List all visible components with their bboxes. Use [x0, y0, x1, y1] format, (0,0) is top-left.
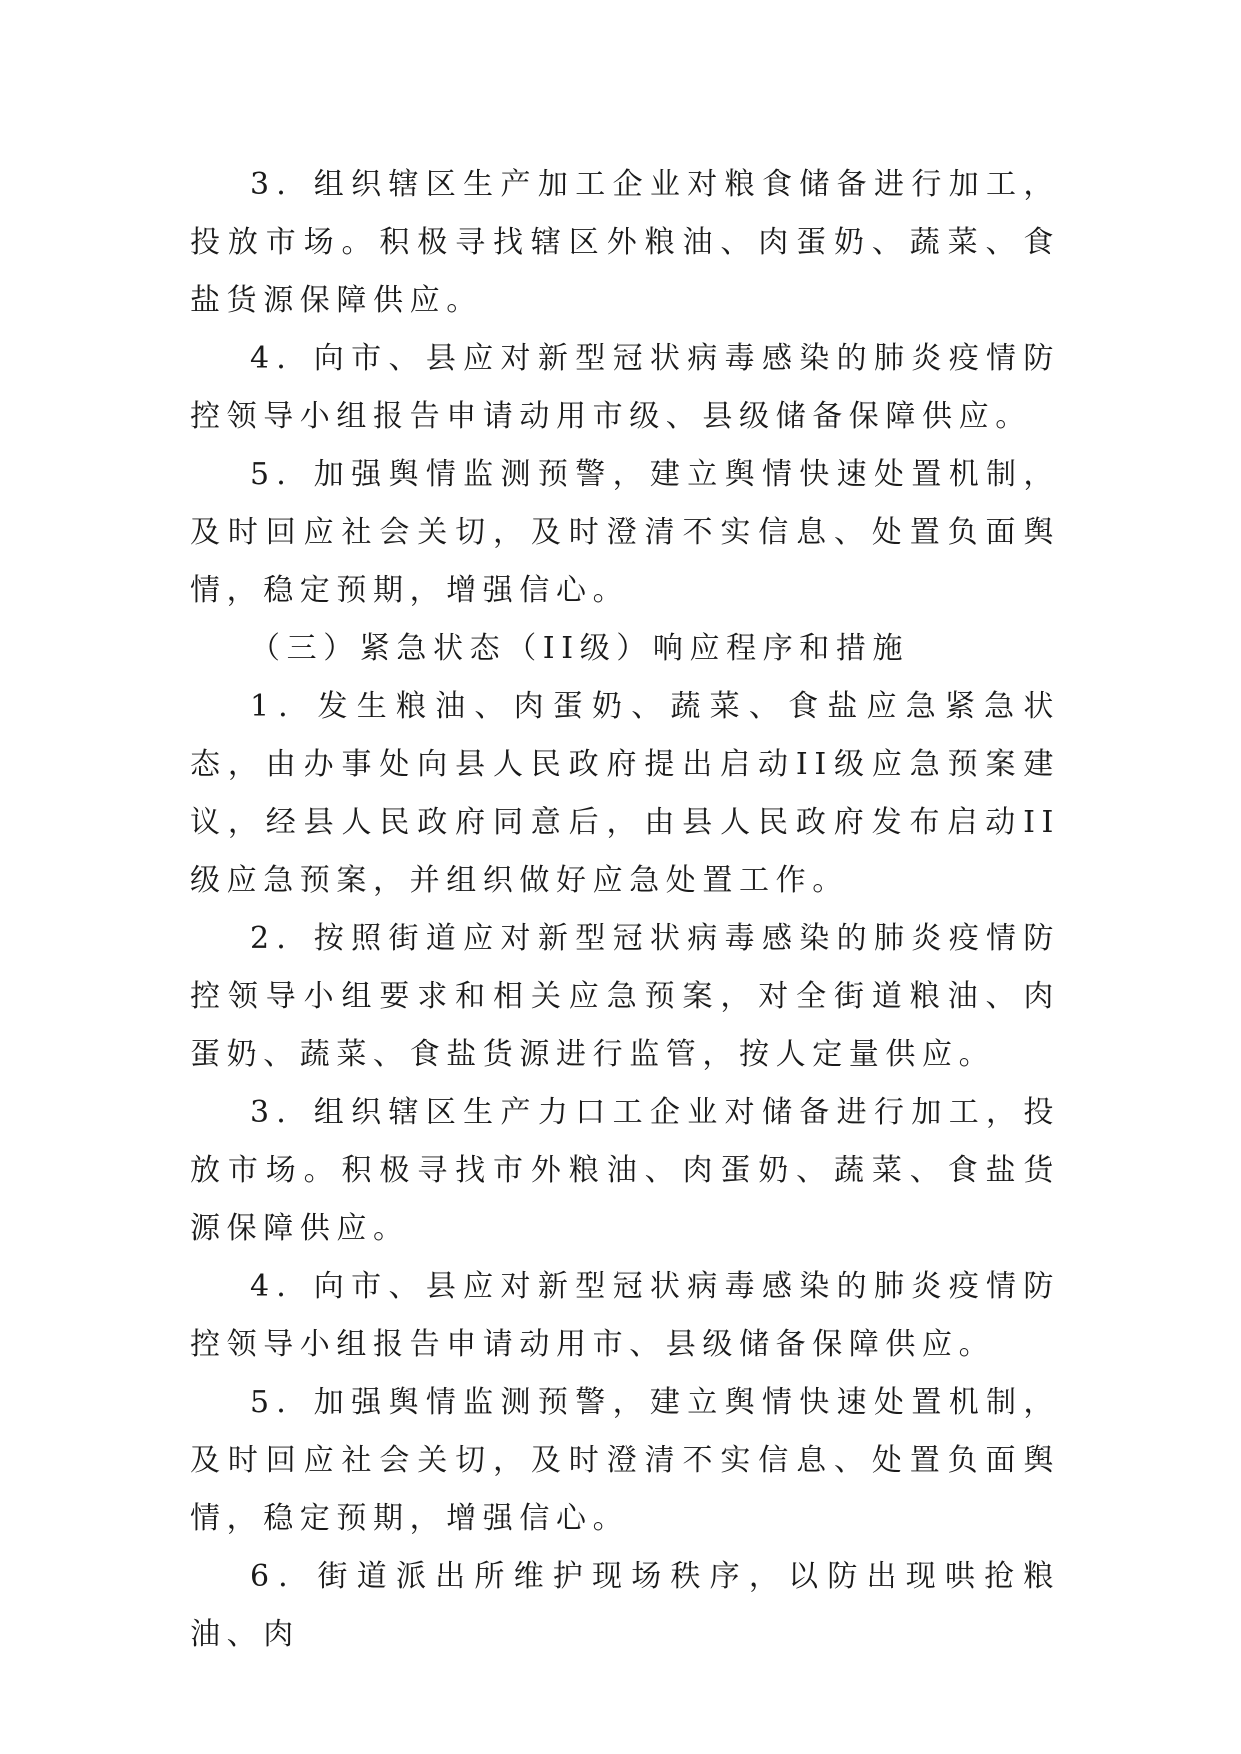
document-body [190, 156, 1060, 1664]
paragraph-item-5-public-opinion-2: 5．加强舆情监测预警，建立舆情快速处置机制，及时回应社会关切，及时澄清不实信息、处置负面舆情，稳定预期，增强信心。 [190, 1385, 1060, 1536]
paragraph-item-4-reserve-request-2: 4．向市、县应对新型冠状病毒感染的肺炎疫情防控领导小组报告申请动用市、县级储备保障供应。 [190, 1269, 1060, 1362]
paragraph-item-4-reserve-request: 4．向市、县应对新型冠状病毒感染的肺炎疫情防控领导小组报告申请动用市级、县级储备保障供应。 [190, 341, 1060, 434]
paragraph-item-5-public-opinion: 5．加强舆情监测预警，建立舆情快速处置机制，及时回应社会关切，及时澄清不实信息、处置负面舆情，稳定预期，增强信心。 [190, 457, 1060, 608]
paragraph-item-3-processing: 3．组织辖区生产加工企业对粮食储备进行加工，投放市场。积极寻找辖区外粮油、肉蛋奶、蔬菜、食盐货源保障供应。 [190, 167, 1060, 318]
paragraph-item-2-supervision: 2．按照街道应对新型冠状病毒感染的肺炎疫情防控领导小组要求和相关应急预案，对全街道粮油、肉蛋奶、蔬菜、食盐货源进行监管，按人定量供应。 [190, 921, 1060, 1072]
paragraph-item-1-emergency-start: 1．发生粮油、肉蛋奶、蔬菜、食盐应急紧急状态，由办事处向县人民政府提出启动II级应急预案建议，经县人民政府同意后，由县人民政府发布启动II级应急预案，并组织做好应急处置工作。 [190, 689, 1060, 898]
paragraph-item-6-police-order: 6．街道派出所维护现场秩序，以防出现哄抢粮油、肉 [190, 1559, 1060, 1652]
section-heading-level-ii: （三）紧急状态（II级）响应程序和措施 [250, 631, 910, 666]
paragraph-item-3-processing-market: 3．组织辖区生产力口工企业对储备进行加工，投放市场。积极寻找市外粮油、肉蛋奶、蔬菜、食盐货源保障供应。 [190, 1095, 1060, 1246]
